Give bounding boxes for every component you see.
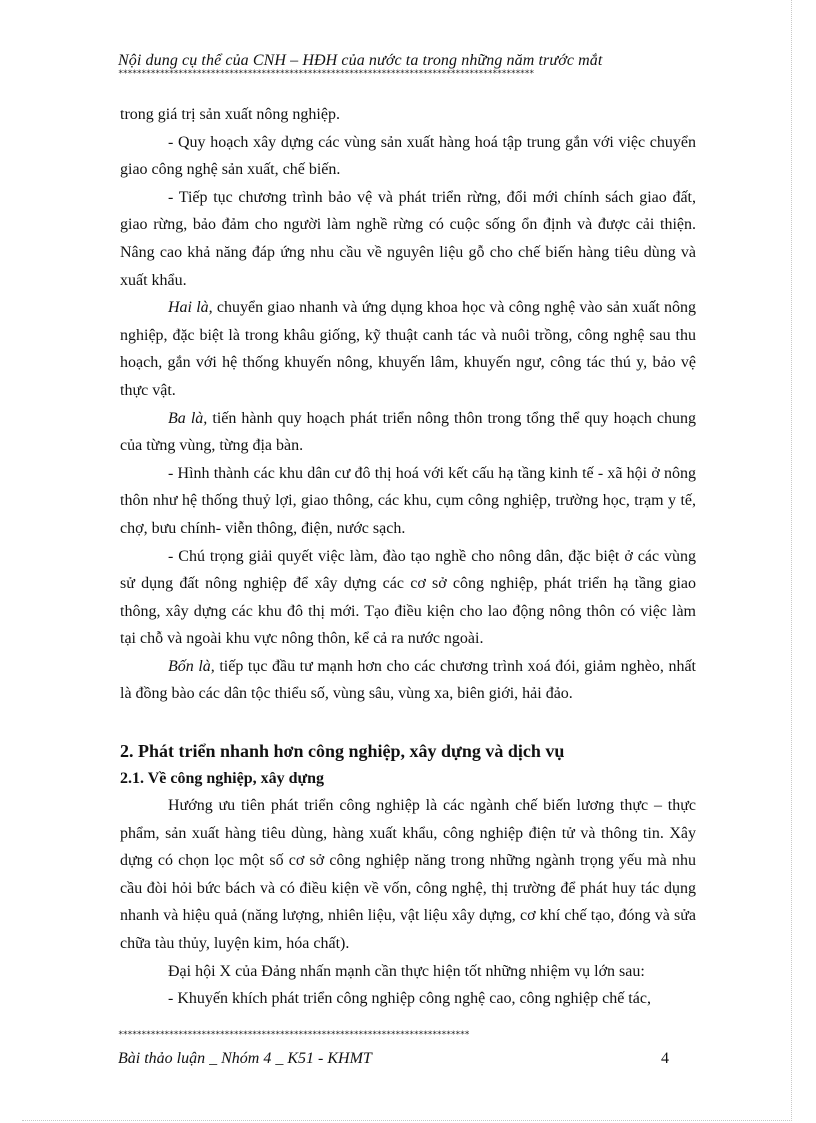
page-header xyxy=(118,52,698,79)
footer-star-rule: **************************************************************************** xyxy=(118,1030,470,1040)
paragraph: - Chú trọng giải quyết việc làm, đào tạo nghề cho nông dân, đặc biệt ở các vùng sử dụng đất nông nghiệp để xây dựng các cơ sở công nghiệp, phát triển hạ tầng giao thông, xây dựng các khu đô thị mới. Tạo điều kiện cho lao động nông thôn có việc làm tại chỗ và ngoài khu vực nông thôn, kể cả ra nước ngoài. xyxy=(120,547,696,648)
paragraph-text: tiến hành quy hoạch phát triển nông thôn trong tổng thể quy hoạch chung của từng vùng, từng địa bàn. xyxy=(120,409,696,455)
paragraph-lead: Hai là, xyxy=(168,299,213,317)
paragraph-text: chuyển giao nhanh và ứng dụng khoa học và công nghệ vào sản xuất nông nghiệp, đặc biệt là trong khâu giống, kỹ thuật canh tác và nuôi trồng, công nghệ sau thu hoạch, gắn với hệ thống khuyến nông, khuyến lâm, khuyến ngư, công tác thú y, bảo vệ thực vật. xyxy=(120,299,697,399)
page-footer xyxy=(118,1030,698,1070)
footer-row xyxy=(118,1050,698,1070)
paragraph-text: tiếp tục đầu tư mạnh hơn cho các chương trình xoá đói, giảm nghèo, nhất là đồng bào các dân tộc thiểu số, vùng sâu, vùng xa, biên giới, hải đảo. xyxy=(120,657,697,703)
paragraph: - Hình thành các khu dân cư đô thị hoá với kết cấu hạ tầng kinh tế - xã hội ở nông thôn như hệ thống thuỷ lợi, giao thông, các khu, cụm công nghiệp, trường học, trạm y tế, chợ, bưu chính- viễn thông, điện, nước sạch. xyxy=(120,464,696,537)
paragraph: - Quy hoạch xây dựng các vùng sản xuất hàng hoá tập trung gắn với việc chuyển giao công nghệ sản xuất, chế biến. xyxy=(120,133,696,179)
page-number: 4 xyxy=(661,1050,669,1067)
paragraph-lead: Ba là, xyxy=(168,409,208,427)
paragraph: - Khuyến khích phát triển công nghiệp công nghệ cao, công nghiệp chế tác, xyxy=(168,990,651,1008)
header-star-rule: ****************************************************************************************** xyxy=(118,69,534,79)
paragraph xyxy=(120,405,696,460)
section-heading: 2. Phát triển nhanh hơn công nghiệp, xây dựng và dịch vụ xyxy=(120,741,565,762)
header-title: Nội dung cụ thể của CNH – HĐH của nước ta trong những năm trước mắt xyxy=(118,52,603,69)
paragraph xyxy=(120,294,696,404)
paragraph-lead: Bốn là, xyxy=(168,657,215,675)
paragraph xyxy=(120,653,696,708)
paragraph: Đại hội X của Đảng nhấn mạnh cần thực hiện tốt những nhiệm vụ lớn sau: xyxy=(168,962,645,980)
paragraph: - Tiếp tục chương trình bảo vệ và phát triển rừng, đổi mới chính sách giao đất, giao rừng, bảo đảm cho người làm nghề rừng có cuộc sống ổn định và được cải thiện. Nâng cao khả năng đáp ứng nhu cầu về nguyên liệu gỗ cho chế biến hàng tiêu dùng và xuất khẩu. xyxy=(120,188,696,289)
paragraph: Hướng ưu tiên phát triển công nghiệp là các ngành chế biến lương thực – thực phẩm, sản xuất hàng tiêu dùng, hàng xuất khẩu, công nghiệp điện tử và thông tin. Xây dựng có chọn lọc một số cơ sở công nghiệp năng trong những ngành trọng yếu mà nhu cầu đòi hỏi bức bách và có điều kiện về vốn, công nghệ, thị trường để phát huy tác dụng nhanh và hiệu quả (năng lượng, nhiên liệu, vật liệu xây dựng, cơ khí chế tạo, đóng và sửa chữa tàu thủy, luyện kim, hóa chất). xyxy=(120,797,696,953)
paragraph: trong giá trị sản xuất nông nghiệp. xyxy=(120,106,340,123)
document-body xyxy=(120,101,696,1013)
footer-text: Bài thảo luận _ Nhóm 4 _ K51 - KHMT xyxy=(118,1050,372,1067)
subsection-heading: 2.1. Về công nghiệp, xây dựng xyxy=(120,770,325,788)
